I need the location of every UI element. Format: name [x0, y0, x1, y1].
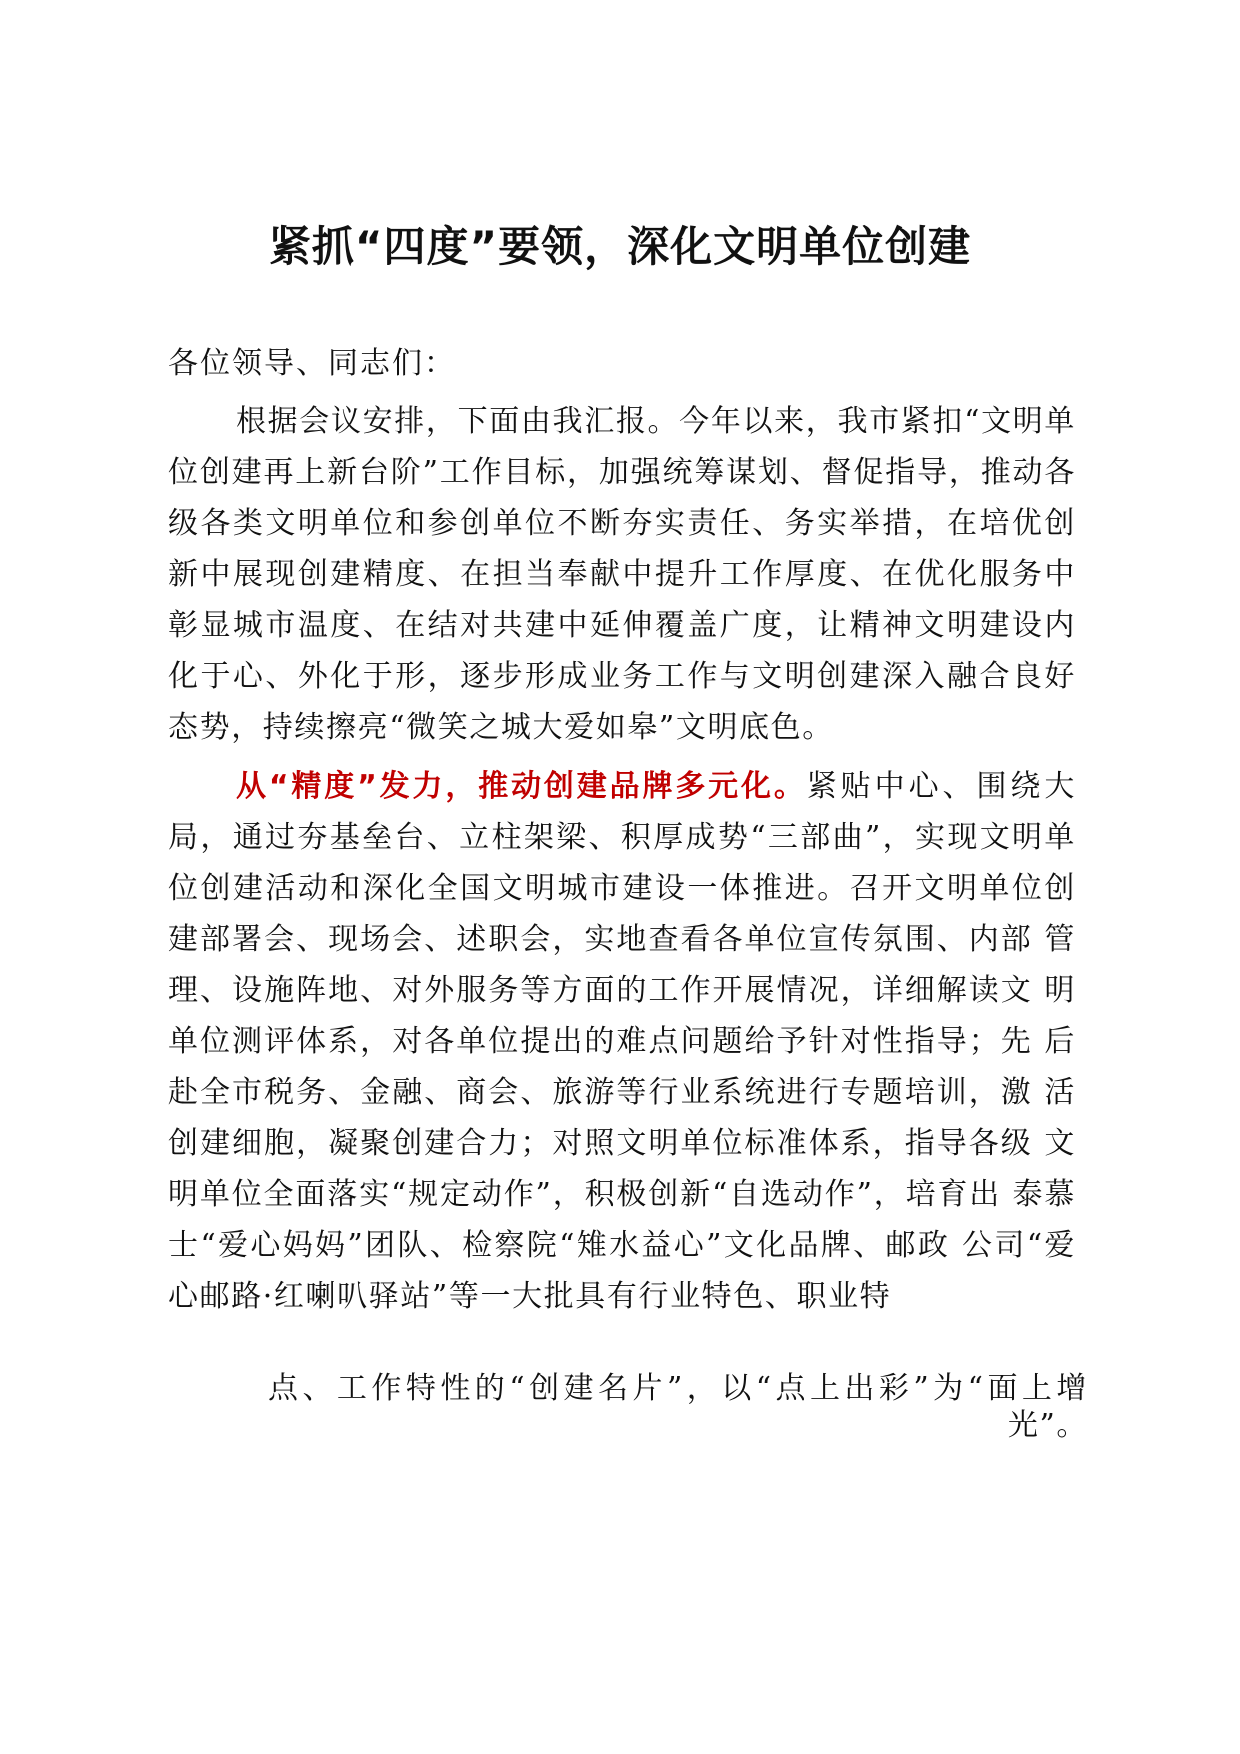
document-title: 紧抓“四度”要领，深化文明单位创建 — [268, 222, 972, 271]
greeting: 各位领导、同志们： — [168, 346, 456, 381]
section-heading: 从“精度”发力，推动创建品牌多元化。 — [236, 769, 807, 804]
paragraph-intro — [168, 396, 1076, 753]
paragraph-precision — [168, 761, 1076, 1322]
paragraph-intro-text: 根据会议安排，下面由我汇报。今年以来，我市紧扣“文明单位创建再上新台阶”工作目标，加强统筹谋划、督促指导，推动各级各类文明单位和参创单位不断夯实责任、务实举措，在培优创新中展现创建精度、在担当奉献中提升工作厚度、在优化服务中彰显城市温度、在结对共建中延伸覆盖广度，让精神文明建设内化于心、外化于形，逐步形成业务工作与文明创建深入融合良好态势，持续擦亮“微笑之城大爱如皋”文明底色。 — [168, 404, 1076, 745]
paragraph-precision-text: 紧贴中心、围绕大局，通过夯基垒台、立柱架梁、积厚成势“三部曲”，实现文明单位创建活动和深化全国文明城市建设一体推进。召开文明单位创建部署会、现场会、述职会，实地查看各单位宣传氛围、内部 管理、设施阵地、对外服务等方面的工作开展情况，详细解读文 明单位测评体系，对各单位提出的难点问题给予针对性指导；先 后赴全市税务、金融、商会、旅游等行业系统进行专题培训，激 活创建细胞，凝聚创建合力；对照文明单位标准体系，指导各级 文明单位全面落实“规定动作”，积极创新“自选动作”，培育出 泰慕士“爱心妈妈”团队、检察院“雉水益心”文化品牌、邮政 公司“爱心邮路·红喇叭驿站”等一大批具有行业特色、职业特 — [168, 769, 1076, 1314]
paragraph-tail: 点、工作特性的“创建名片”，以“点上出彩”为“面上增光”。 — [268, 1371, 1088, 1443]
